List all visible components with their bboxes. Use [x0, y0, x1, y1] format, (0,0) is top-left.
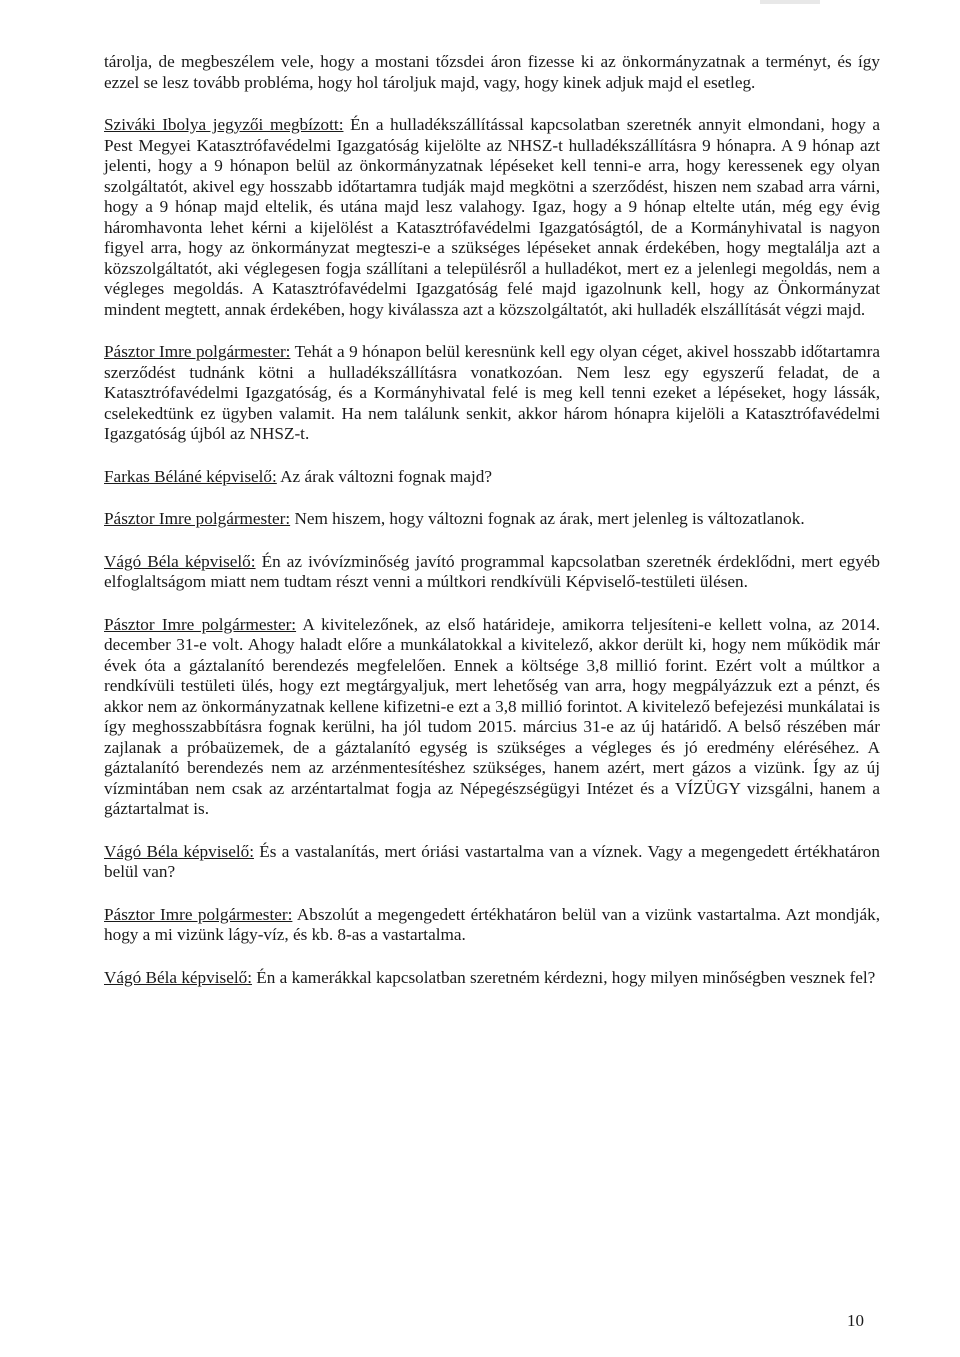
- paragraph-2: [104, 115, 880, 320]
- paragraph-text: Tehát a 9 hónapon belül keresnünk kell egy olyan céget, akivel hosszabb időtartamra szerződést tudnánk kötni a hulladékszállításra vonatkozóan. Nem lesz egy egyszerű feladat, de a Katasztrófavédelmi Igazgatóság, és a Kormányhivatal felé is meg kell tenni ezeket a lépéseket, hogy lássák, cselekedtünk ez ügyben valamit. Ha nem találunk senkit, akkor három hónapra kijelöli a Katasztrófavédelmi Igazgatóság újból az NHSZ-t.: [104, 342, 881, 443]
- paragraph-7: [104, 615, 880, 820]
- paragraph-text: Abszolút a megengedett értékhatáron belül van a vizünk vastartalma. Azt mondják, hogy a mi vizünk lágy-víz, és kb. 8-as a vastartalma.: [104, 904, 880, 944]
- speaker-label: Vágó Béla képviselő:: [104, 841, 254, 861]
- paragraph-text: Nem hiszem, hogy változni fognak az árak, mert jelenleg is változatlanok.: [290, 509, 805, 528]
- paragraph-8: [104, 842, 880, 883]
- paragraph-5: [104, 509, 880, 530]
- paragraph-4: [104, 467, 880, 488]
- paragraph-text: A kivitelezőnek, az első határideje, amikorra teljesíteni-e kellett volna, az 2014. december 31-e volt. Ahogy haladt előre a munkálatokkal a kivitelező, akkor derült ki, hogy nem működik már évek óta a gáztalanító berendezés megfelelően. Ennek a költsége 3,8 millió forint. Ezért volt a múltkor a rendkívüli testületi ülés, hogy ezt megtárgyaljuk, mert lehetőség van arra, hogy megpályázzuk ezt a pénzt, és akkor nem az önkormányzatnak kellene kifizetni-e ezt a 3,8 millió forintot. A kivitelező befejezési munkálatai is így meghosszabbításra fognak kerülni, ha jól tudom 2015. március 31-e az új határidő. A belső részében már zajlanak a próbaüzemek, de a gáztalanító egység is szükséges a végleges és jó eredmény eléréséhez. A gáztalanító berendezés nem az arzénmentesítéshez szükséges, hanem azért, mert gázos a vizünk. Így az új vízmintában nem csak az arzéntartalmat fogja az Népegészségügyi Intézet és a VÍZÜGY vizsgálni, hanem a gáztartalmat is.: [104, 614, 880, 818]
- paragraph-3: [104, 342, 880, 445]
- speaker-label: Sziváki Ibolya jegyzői megbízott:: [104, 115, 344, 134]
- speaker-label: Vágó Béla képviselő:: [104, 551, 256, 571]
- speaker-label: Pásztor Imre polgármester:: [104, 342, 291, 361]
- paragraph-text: Én az ivóvízminőség javító programmal kapcsolatban szeretnék érdeklődni, mert egyéb elfoglaltságom miatt nem tudtam részt venni a múltkori rendkívüli Képviselő-testületi ülésen.: [104, 551, 881, 591]
- speaker-label: Farkas Béláné képviselő:: [104, 466, 277, 486]
- paragraph-text: És a vastalanítás, mert óriási vastartalma van a víznek. Vagy a megengedett értékhatáron belül van?: [104, 841, 880, 881]
- paragraph-text: Az árak változni fognak majd?: [276, 466, 493, 486]
- paragraph-text: tárolja, de megbeszélem vele, hogy a mostani tőzsdei áron fizesse ki az önkormányzatnak a terményt, és így ezzel se lesz tovább probléma, hogy hol tároljuk majd, vagy, hogy kinek adjuk majd el esetleg.: [104, 52, 880, 92]
- paragraph-6: [104, 552, 880, 593]
- speaker-label: Pásztor Imre polgármester:: [104, 509, 291, 528]
- paragraph-10: [104, 968, 880, 989]
- scan-artifact: [760, 0, 820, 4]
- speaker-label: Vágó Béla képviselő:: [104, 967, 252, 987]
- paragraph-text: Én a hulladékszállítással kapcsolatban szeretnék annyit elmondani, hogy a Pest Megyei Katasztrófavédelmi Igazgatóság kijelölte az NHSZ-t hulladékszállításra 9 hónapra. A 9 hónap azt jelenti, hogy a 9 hónapon belül az önkormányzatnak lépéseket kell tenni-e arra, hogy keressenek egy olyan szolgáltatót, akivel egy hosszabb időtartamra tudják majd megkötni a szerződést, hiszen nem szabad arra várni, hogy a 9 hónap majd eltelik, és utána majd lesz valahogy. Igaz, hogy a 9 hónap eltelte után, még egy évig háromhavonta lehet kérni a kijelölést a Katasztrófavédelmi Igazgatóságtól, de a Kormányhivatal is nagyon figyel arra, hogy az önkormányzat megteszi-e a szükséges lépéseket annak érdekében, hogy megtalálja azt a közszolgáltatót, aki véglegesen fogja szállítani a településről a hulladékot, mert ez a jelenlegi megoldás, nem a végleges megoldás. A Katasztrófavédelmi Igazgatóság felé majd igazolnunk kell, hogy az Önkormányzat mindent megtett, annak érdekében, hogy kiválassza azt a közszolgáltatót, aki hulladék elszállítását végzi majd.: [104, 115, 881, 319]
- page-number: 10: [847, 1311, 864, 1330]
- paragraph-text: Én a kamerákkal kapcsolatban szeretném kérdezni, hogy milyen minőségben vesznek fel?: [251, 967, 876, 987]
- document-body: [104, 52, 880, 988]
- paragraph-9: [104, 905, 880, 946]
- speaker-label: Pásztor Imre polgármester:: [104, 904, 293, 924]
- paragraph-1: [104, 52, 880, 93]
- speaker-label: Pásztor Imre polgármester:: [104, 614, 297, 634]
